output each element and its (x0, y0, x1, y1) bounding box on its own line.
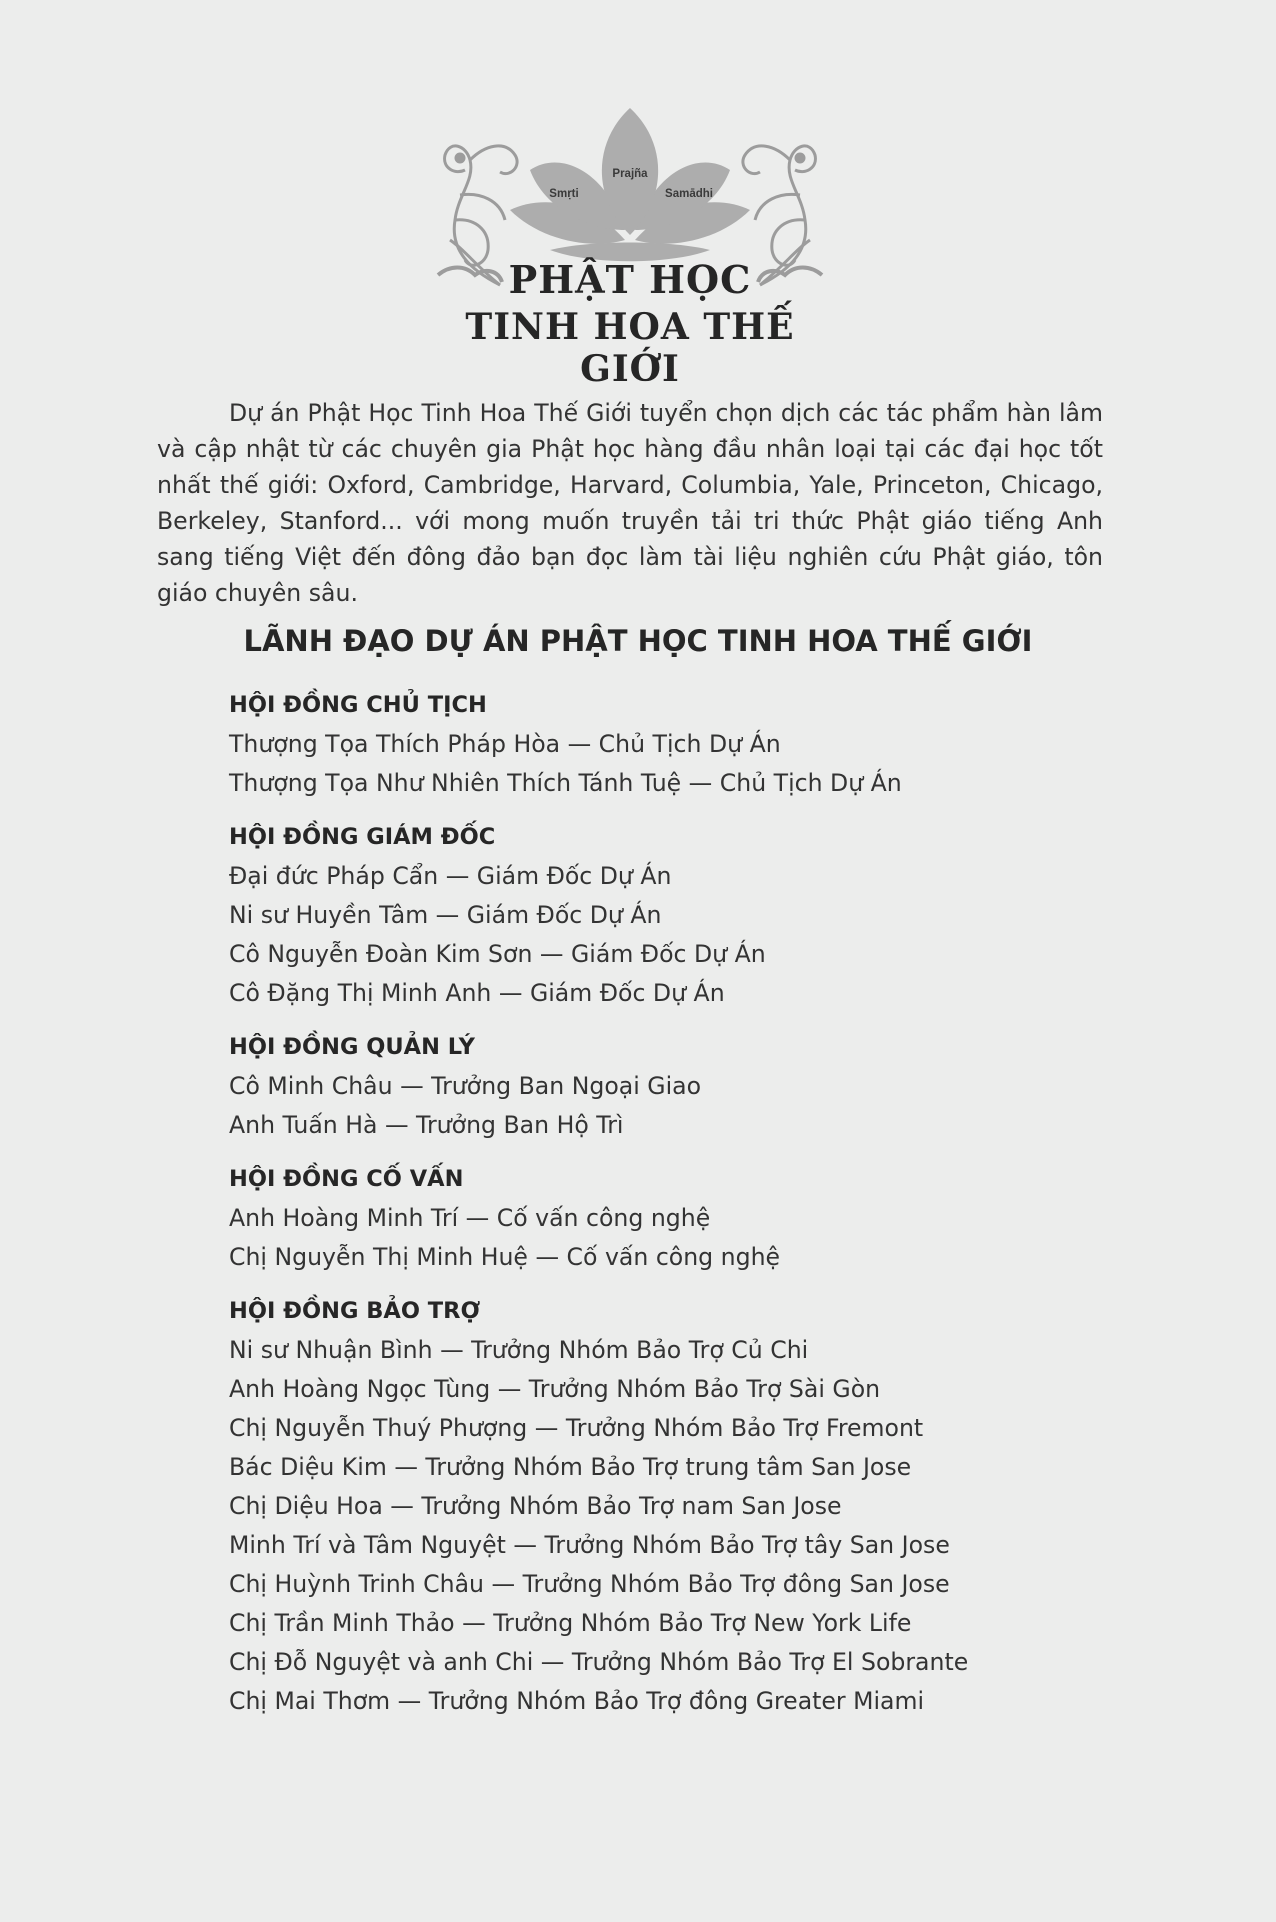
logo-title-line2: TINH HOA THẾ GIỚI (465, 306, 795, 390)
board-member: Thượng Tọa Như Nhiên Thích Tánh Tuệ — Chủ Tịch Dự Án (229, 769, 902, 797)
board-member: Anh Tuấn Hà — Trưởng Ban Hộ Trì (229, 1111, 624, 1139)
board-advisors (229, 1160, 1129, 1277)
board-member: Anh Hoàng Minh Trí — Cố vấn công nghệ (229, 1204, 711, 1232)
petal-label-smrti: Smṛti (549, 188, 579, 200)
logo-title-line1: PHẬT HỌC (508, 257, 752, 302)
board-title: HỘI ĐỒNG GIÁM ĐỐC (229, 824, 496, 850)
board-title: HỘI ĐỒNG CỐ VẤN (229, 1166, 464, 1192)
project-logo (430, 100, 830, 390)
board-member: Bác Diệu Kim — Trưởng Nhóm Bảo Trợ trung tâm San Jose (229, 1453, 912, 1481)
board-directors (229, 818, 1129, 1013)
board-member: Chị Trần Minh Thảo — Trưởng Nhóm Bảo Trợ New York Life (229, 1609, 912, 1637)
board-member: Cô Minh Châu — Trưởng Ban Ngoại Giao (229, 1072, 702, 1100)
board-member: Chị Nguyễn Thị Minh Huệ — Cố vấn công nghệ (229, 1243, 781, 1271)
board-chairman (229, 686, 1129, 803)
board-list (229, 686, 1129, 1721)
board-member: Minh Trí và Tâm Nguyệt — Trưởng Nhóm Bảo Trợ tây San Jose (229, 1531, 950, 1559)
board-management (229, 1028, 1129, 1145)
board-member: Ni sư Huyền Tâm — Giám Đốc Dự Án (229, 901, 662, 929)
lotus-icon (510, 108, 750, 261)
board-title: HỘI ĐỒNG BẢO TRỢ (229, 1298, 481, 1324)
board-member: Thượng Tọa Thích Pháp Hòa — Chủ Tịch Dự Án (229, 730, 781, 758)
board-member: Ni sư Nhuận Bình — Trưởng Nhóm Bảo Trợ Củ Chi (229, 1336, 809, 1364)
board-member: Anh Hoàng Ngọc Tùng — Trưởng Nhóm Bảo Trợ Sài Gòn (229, 1375, 881, 1403)
board-member: Chị Diệu Hoa — Trưởng Nhóm Bảo Trợ nam San Jose (229, 1492, 842, 1520)
board-member: Chị Mai Thơm — Trưởng Nhóm Bảo Trợ đông Greater Miami (229, 1687, 925, 1715)
board-member: Cô Đặng Thị Minh Anh — Giám Đốc Dự Án (229, 979, 725, 1007)
board-sponsors (229, 1292, 1129, 1721)
board-member: Đại đức Pháp Cẩn — Giám Đốc Dự Án (229, 862, 672, 890)
board-member: Chị Nguyễn Thuý Phượng — Trưởng Nhóm Bảo Trợ Fremont (229, 1414, 924, 1442)
board-title: HỘI ĐỒNG QUẢN LÝ (229, 1034, 475, 1060)
leadership-heading: LÃNH ĐẠO DỰ ÁN PHẬT HỌC TINH HOA THẾ GIỚI (243, 624, 1033, 658)
board-title: HỘI ĐỒNG CHỦ TỊCH (229, 692, 487, 718)
intro-paragraph: Dự án Phật Học Tinh Hoa Thế Giới tuyển chọn dịch các tác phẩm hàn lâm và cập nhật từ các chuyên gia Phật học hàng đầu nhân loại tại các đại học tốt nhất thế giới: Oxford, Cambridge, Harvard, Columbia, Yale, Princeton, Chicago, Berkeley, Stanford... với mong muốn truyền tải tri thức Phật giáo tiếng Anh sang tiếng Việt đến đông đảo bạn đọc làm tài liệu nghiên cứu Phật giáo, tôn giáo chuyên sâu. (157, 399, 1103, 607)
board-member: Chị Huỳnh Trinh Châu — Trưởng Nhóm Bảo Trợ đông San Jose (229, 1570, 950, 1598)
board-member: Cô Nguyễn Đoàn Kim Sơn — Giám Đốc Dự Án (229, 940, 766, 968)
board-member: Chị Đỗ Nguyệt và anh Chi — Trưởng Nhóm Bảo Trợ El Sobrante (229, 1648, 969, 1676)
petal-label-samadhi: Samādhi (665, 188, 713, 200)
petal-label-prajna: Prajña (612, 168, 648, 180)
